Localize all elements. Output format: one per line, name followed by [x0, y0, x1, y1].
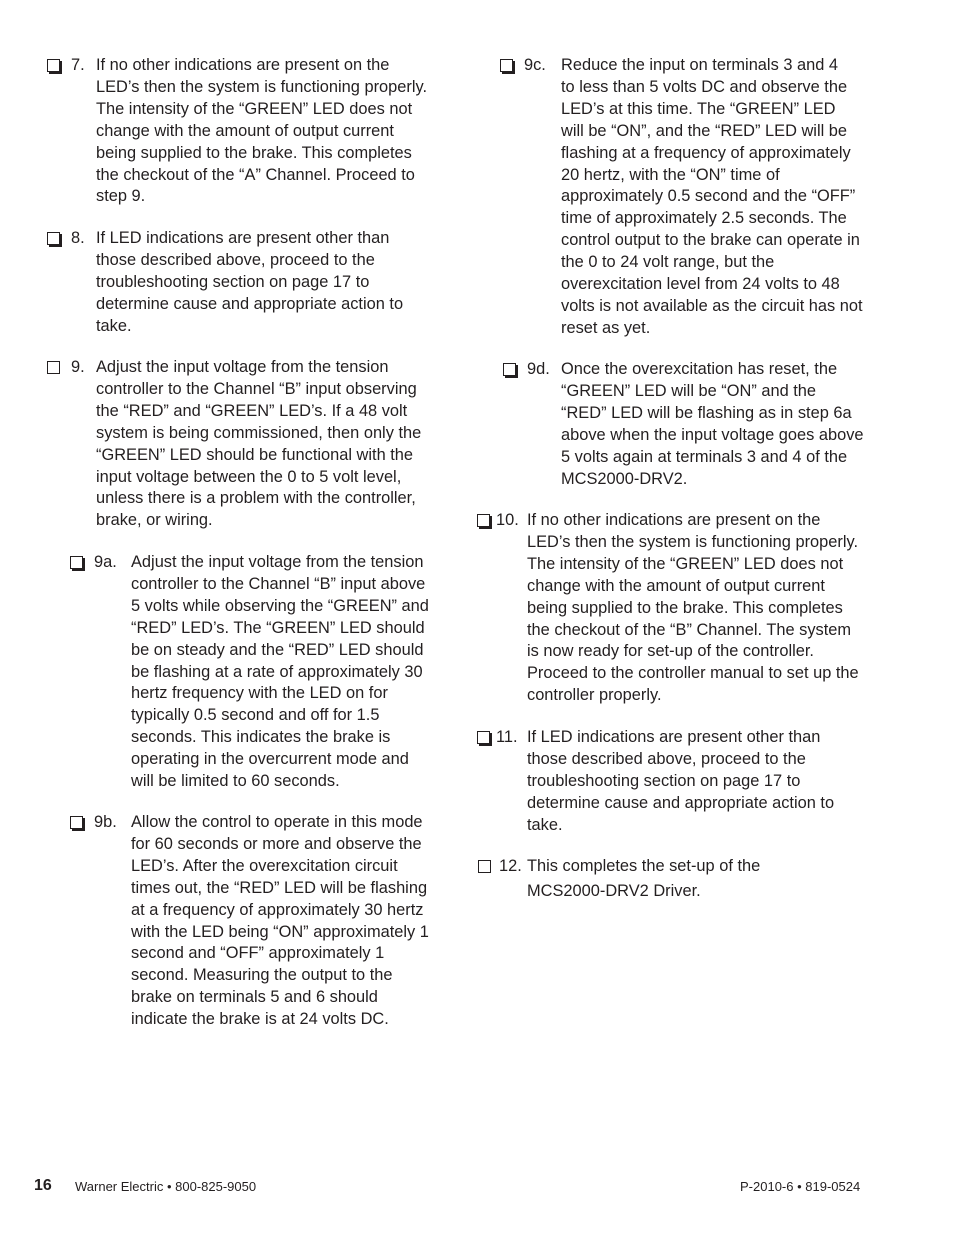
step-9a-checkbox[interactable] — [70, 556, 83, 569]
step-9c-checkbox[interactable] — [500, 59, 513, 72]
page-number: 16 — [34, 1177, 52, 1194]
step-8-checkbox[interactable] — [47, 232, 60, 245]
step-12-number: 12. — [499, 857, 522, 875]
step-9b-text: Allow the control to operate in this mode for 60 seconds or more and observe the LED’s. After the overexcitation circuit times out, the “RED” LED will be flashing at a frequency of approximately 30 hertz with the LED being “ON” approximately 1 second and “OFF” approximately 1 second. Measuring the output to the brake on terminals 5 and 6 should indicate the brake is at 24 volts DC. — [131, 813, 429, 1029]
step-7-number: 7. — [71, 56, 85, 74]
step-10-checkbox[interactable] — [477, 514, 490, 527]
step-9c-text: Reduce the input on terminals 3 and 4 to less than 5 volts DC and observe the LED’s at this time. The “GREEN” LED will be “ON”, and the “RED” LED will be flashing at a frequency of approximately 20 hertz, with the “ON” time of approximately 0.5 second and the “OFF” time of approximately 2.5 seconds. The control output to the brake can operate in the 0 to 24 volt range, but the overexcitation level from 24 volts to 48 volts is not available as the circuit has not reset as yet. — [561, 56, 863, 337]
step-9a-number: 9a. — [94, 553, 117, 571]
step-9c-number: 9c. — [524, 56, 546, 74]
step-11-text: If LED indications are present other than those described above, proceed to the troubleshooting section on page 17 to determine cause and appropriate action to take. — [527, 728, 835, 834]
step-9b-checkbox[interactable] — [70, 816, 83, 829]
footer-doc-code: P-2010-6 • 819-0524 — [740, 1179, 861, 1194]
step-9a-text: Adjust the input voltage from the tension controller to the Channel “B” input above 5 volts while observing the “GREEN” and “RED” LED’s. The “GREEN” LED should be on steady and the “RED” LED should be flashing at a rate of approximately 30 hertz frequency with the LED on for typically 0.5 second and off for 1.5 seconds. This indicates the brake is operating in the overcurrent mode and will be limited to 60 seconds. — [131, 553, 429, 791]
step-8-text: If LED indications are present other than those described above, proceed to the troubleshooting section on page 17 to determine cause and appropriate action to take. — [96, 229, 404, 335]
step-9b-number: 9b. — [94, 813, 117, 831]
step-12-text: This completes the set-up of the MCS2000-DRV2 Driver. — [527, 857, 761, 900]
step-11-checkbox[interactable] — [477, 731, 490, 744]
step-7-checkbox[interactable] — [47, 59, 60, 72]
step-11-number: 11. — [496, 728, 518, 746]
footer-company: Warner Electric • 800-825-9050 — [75, 1179, 257, 1194]
step-9-text: Adjust the input voltage from the tension controller to the Channel “B” input observing the “RED” and “GREEN” LED’s. If a 48 volt system is being commissioned, then only the “GREEN” LED should be functional with the input voltage between the 0 to 5 volt level, unless there is a problem with the controller, brake, or wiring. — [96, 358, 422, 530]
step-10-number: 10. — [496, 511, 519, 529]
step-9-checkbox[interactable] — [47, 361, 60, 374]
step-8-number: 8. — [71, 229, 85, 247]
step-10-text: If no other indications are present on the LED’s then the system is functioning properly. The intensity of the “GREEN” LED does not change with the amount of output current being supplied to the brake. This completes the checkout of the “B” Channel. The system is now ready for set-up of the controller. Proceed to the controller manual to set up the controller properly. — [527, 511, 859, 705]
step-9d-text: Once the overexcitation has reset, the “GREEN” LED will be “ON” and the “RED” LED will be flashing as in step 6a above when the input voltage goes above 5 volts again at terminals 3 and 4 of the MCS2000-DRV2. — [561, 360, 864, 488]
step-9d-number: 9d. — [527, 360, 550, 378]
step-12-checkbox[interactable] — [478, 860, 491, 873]
step-9-number: 9. — [71, 358, 85, 376]
step-7-text: If no other indications are present on the LED’s then the system is functioning properly. The intensity of the “GREEN” LED does not change with the amount of output current being supplied to the brake. This completes the checkout of the “A” Channel. Proceed to step 9. — [96, 56, 428, 206]
step-9d-checkbox[interactable] — [503, 363, 516, 376]
